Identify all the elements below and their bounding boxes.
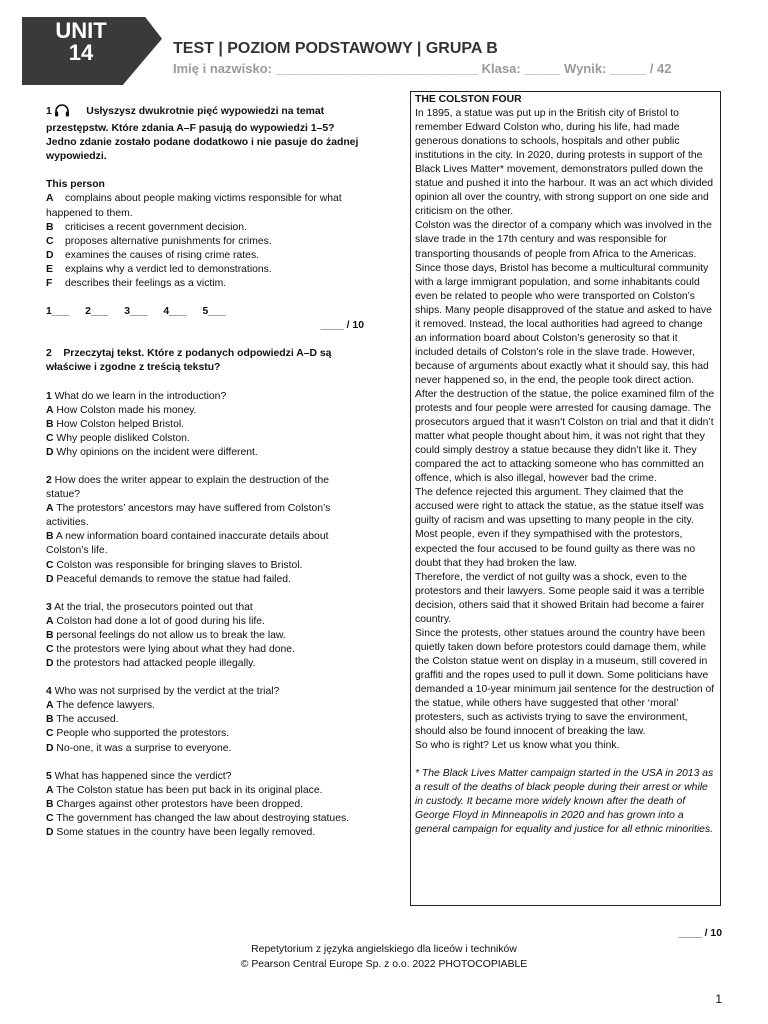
left-column <box>46 104 364 840</box>
task2-score: ____ / 10 <box>678 928 722 939</box>
article-title: THE COLSTON FOUR <box>415 94 522 105</box>
task1-option: F describes their feelings as a victim. <box>46 278 227 290</box>
answer-option[interactable]: D Some statues in the country have been legally removed. <box>46 827 316 839</box>
answer-blank[interactable]: 1___ <box>46 306 70 318</box>
student-info-line: Imię i nazwisko: ____________________________ Klasa: _____ Wynik: _____ / 42 <box>173 61 672 76</box>
article-paragraph: Since the protests, other statues around the country have been quietly taken down before protestors could damage them, while the Colston statue went on display in a museum, still covered in graffiti and the ropes used to pull it down. Some politicians have demanded a 10-year minimum jail sentence for the destruction of the statue, while others have suggested that other ‘moral’ protesters, such as activists trying to save the environment, should also be found innocent of breaking the law. <box>415 627 715 738</box>
task1-option: D examines the causes of rising crime rates. <box>46 249 260 261</box>
task2-question: 5 What has happened since the verdict? A The Colston statue has been put back in its original place. B Charges against other protestors have been dropped. C The government has changed the law about destroying statues. D Some statues in the country have been legally removed. <box>46 770 364 840</box>
answer-option[interactable]: C People who supported the protestors. <box>46 728 230 740</box>
task2-number: 2 <box>46 348 52 360</box>
task2-instruction <box>46 347 364 375</box>
answer-option[interactable]: B How Colston helped Bristol. <box>46 418 185 430</box>
answer-blank[interactable]: 2___ <box>85 306 109 318</box>
answer-blank[interactable]: 4___ <box>163 306 187 318</box>
answer-option[interactable]: D Why opinions on the incident were different. <box>46 446 258 458</box>
article-box <box>410 91 721 906</box>
article-paragraph: After the destruction of the statue, the police examined film of the protests and four people were arrested for causing damage. The prosecutors argued that it wasn’t Colston on trial and that it didn’t matter what people thought about him, it was not right that they could simply destroy a statue because they didn’t like it. They compared the act to attacking someone who has committed an offence, which is also illegal, however bad the crime. <box>415 388 715 485</box>
article-paragraph: Colston was the director of a company which was involved in the slave trade in the 17th century and was responsible for transporting thousands of people from Africa to the Americas. Since those days, Bristol has become a multicultural community with a large immigrant population, and some inhabitants could even be related to people who were transported on Colston’s ships. Many people disapproved of the statue and asked to have it removed. Instead, the local authorities had agreed to change an information board about Colston’s generosity so that it included details of Colston’s role in the slave trade. However, because of arguments about exactly what it should say, this had never happened so, in the end, the people took direct action. <box>415 220 712 386</box>
task1-instruction <box>46 104 364 164</box>
task2-question: 1 What do we learn in the introduction? A How Colston made his money. B How Colston helped Bristol. C Why people disliked Colston. D Why opinions on the incident were different. <box>46 390 364 460</box>
article-paragraph: Therefore, the verdict of not guilty was a shock, even to the protestors and their lawyers. Some people said it was a terrible decision, others said that it showed Britain had become a fairer country. <box>415 571 705 625</box>
task1-intro: This person <box>46 179 105 191</box>
task1-option: B criticises a recent government decision. <box>46 221 247 233</box>
task1-options <box>46 192 364 291</box>
answer-option[interactable]: B A new information board contained inaccurate details about Colston’s life. <box>46 531 329 557</box>
unit-number: 14 <box>68 40 94 65</box>
answer-option[interactable]: A Colston had done a lot of good during his life. <box>46 615 265 627</box>
task1-number: 1 <box>46 106 52 117</box>
task1-option: E explains why a verdict led to demonstrations. <box>46 263 272 275</box>
footer-book-title: Repetytorium z języka angielskiego dla liceów i techników <box>251 944 517 955</box>
task2-question: 3 At the trial, the prosecutors pointed out that A Colston had done a lot of good during his life. B personal feelings do not allow us to break the law. C the protestors were lying about what they had done. D the protestors had attacked people illegally. <box>46 601 364 671</box>
answer-blank[interactable]: 3___ <box>124 306 148 318</box>
test-title: TEST | POZIOM PODSTAWOWY | GRUPA B <box>173 40 498 57</box>
answer-blank[interactable]: 5___ <box>202 306 226 318</box>
task1-score: ____ / 10 <box>320 320 364 332</box>
answer-option[interactable]: A The Colston statue has been put back in its original place. <box>46 784 323 796</box>
answer-option[interactable]: D No-one, it was a surprise to everyone. <box>46 742 232 754</box>
task2-question: 2 How does the writer appear to explain the destruction of the statue? A The protestors’ ancestors may have suffered from Colston’s activities. B A new information board contained inaccurate details about Colston’s life. C Colston was responsible for bringing slaves to Bristol. D Peaceful demands to remove the statue had failed. <box>46 474 364 587</box>
page-footer <box>0 942 768 972</box>
answer-option[interactable]: A How Colston made his money. <box>46 404 197 416</box>
page-number: 1 <box>715 992 722 1006</box>
answer-option[interactable]: B personal feelings do not allow us to break the law. <box>46 629 286 641</box>
article-paragraph: The defence rejected this argument. They claimed that the accused were right to attack the statue, as the statue itself was guilty of racism and was upsetting to many people in the city. Most people, even if they sympathised with the protestors, expected the four accused to be found guilty as there was no doubt that they had broken the law. <box>415 487 704 569</box>
answer-option[interactable]: D the protestors had attacked people illegally. <box>46 658 256 670</box>
task2-question: 4 Who was not surprised by the verdict at the trial? A The defence lawyers. B The accused. C People who supported the protestors. D No-one, it was a surprise to everyone. <box>46 685 364 755</box>
task2-instruction-text: Przeczytaj tekst. Które z podanych odpowiedzi A–D są właściwe i zgodne z treścią tekstu? <box>46 348 332 374</box>
article-footnote: * The Black Lives Matter campaign started in the USA in 2013 as a result of the deaths of black people during their arrest or while in custody. It became more widely known after the death of George Floyd in Minneapolis in 2020 and has grown into a general campaign for equality and justice for all ethnic minorities. <box>415 768 714 836</box>
task1-instruction-text: Usłyszysz dwukrotnie pięć wypowiedzi na temat przestępstw. Które zdania A–F pasują do wypowiedzi 1–5? Jedno zdanie zostało podane dodatkowo i nie pasuje do żadnej wypowiedzi. <box>46 106 359 163</box>
article-paragraph: So who is right? Let us know what you think. <box>415 740 620 752</box>
headphones-icon <box>54 104 70 122</box>
answer-option[interactable]: C The government has changed the law about destroying statues. <box>46 812 350 824</box>
article-paragraph: In 1895, a statue was put up in the British city of Bristol to remember Edward Colston who, during his life, had made generous donations to schools, hospitals and other public institutions in the city. In 2020, during protests in support of the Black Lives Matter* movement, demonstrators pulled down the statue and pushed it into the harbour. It was an act which divided opinion all over the country, with strong support on one side and criticism on the other. <box>415 108 714 218</box>
task1-option: A complains about people making victims responsible for what happened to them. <box>46 193 342 219</box>
answer-option[interactable]: C the protestors were lying about what they had done. <box>46 644 295 655</box>
answer-option[interactable]: D Peaceful demands to remove the statue had failed. <box>46 573 291 585</box>
answer-option[interactable]: A The defence lawyers. <box>46 700 155 712</box>
answer-option[interactable]: C Why people disliked Colston. <box>46 432 190 444</box>
task1-option: C proposes alternative punishments for crimes. <box>46 235 272 247</box>
unit-label: UNIT <box>55 18 107 43</box>
answer-option[interactable]: A The protestors’ ancestors may have suffered from Colston’s activities. <box>46 503 331 529</box>
answer-option[interactable]: B Charges against other protestors have been dropped. <box>46 798 304 810</box>
answer-option[interactable]: C Colston was responsible for bringing slaves to Bristol. <box>46 559 303 571</box>
footer-copyright: © Pearson Central Europe Sp. z o.o. 2022 PHOTOCOPIABLE <box>240 959 528 970</box>
task1-answer-blanks[interactable] <box>46 305 364 319</box>
answer-option[interactable]: B The accused. <box>46 714 119 726</box>
